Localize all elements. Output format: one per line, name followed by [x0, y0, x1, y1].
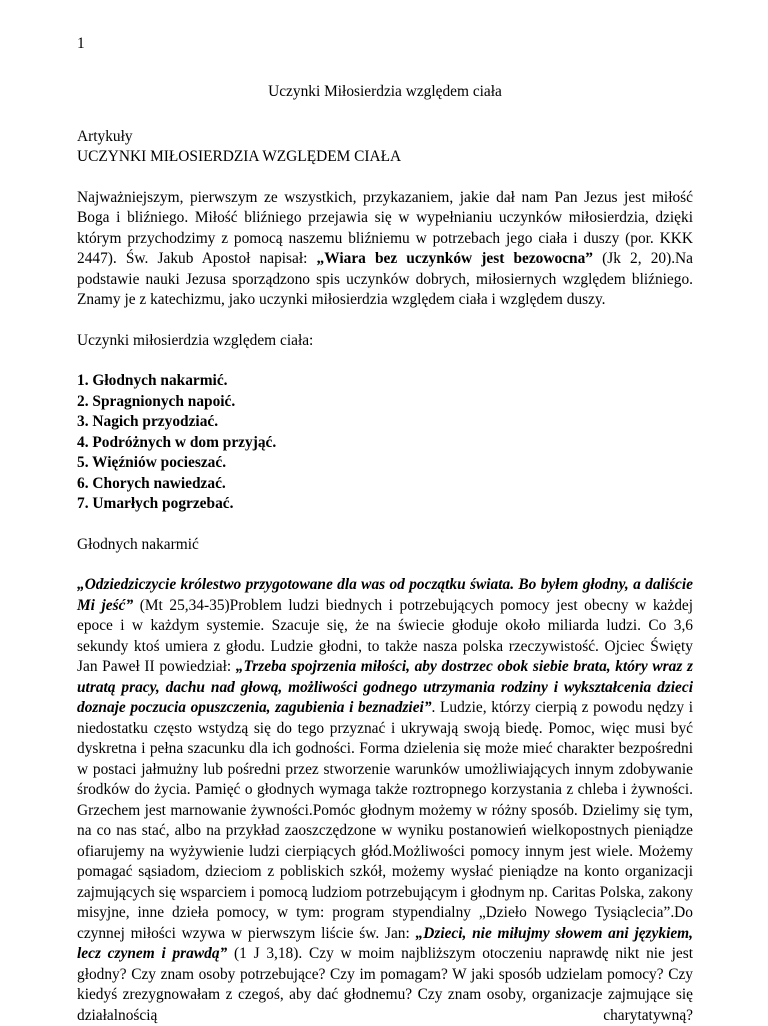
quote-john-paul: „Trzeba spojrzenia miłości, aby dostrzec obok siebie brata, który wraz z utratą pracy, dachu nad głową, możliwości godnego utrzymania rodziny i wykształcenia dzieci doznaje poczucia opuszczenia, zagubienia i beznadziei” [77, 658, 693, 716]
page-content [77, 34, 693, 1026]
list-item: 2. Spragnionych napoić. [77, 392, 236, 410]
section-heading: UCZYNKI MIŁOSIERDZIA WZGLĘDEM CIAŁA [77, 148, 402, 165]
quote-john: „Dzieci, nie miłujmy słowem ani językiem, lecz czynem i prawdą” [77, 924, 693, 962]
list-item: 3. Nagich przyodziać. [77, 413, 219, 430]
list-item: 6. Chorych nawiedzać. [77, 474, 226, 492]
body-text-3: (1 J 3,18). Czy w moim najbliższym otoczeniu naprawdę nikt nie jest głodny? Czy znam osoby potrzebujące? Czy im pomagam? W jaki sposób udzielam pomocy? Czy kiedyś zrezygnowałam z czegoś, aby dać głodnemu? Czy znam osoby, organizacje zajmujące się działalnością charytatywną? [77, 945, 693, 1024]
list-item: 7. Umarłych pogrzebać. [77, 495, 234, 512]
document-title: Uczynki Miłosierdzia względem ciała [268, 83, 502, 100]
quote-matthew: „Odziedziczycie królestwo przygotowane dla was od początku świata. Bo byłem głodny, a daliście Mi jeść” [77, 576, 693, 614]
intro-text-2: (Jk 2, 20).Na podstawie nauki Jezusa sporządzono spis uczynków dobrych, miłosiernych względem bliźniego. Znamy je z katechizmu, jako uczynki miłosierdzia względem ciała i względem duszy. [77, 250, 694, 308]
list-item: 1. Głodnych nakarmić. [77, 372, 228, 389]
intro-quote: „Wiara bez uczynków jest bezowocna” [316, 250, 593, 267]
body-text-1: (Mt 25,34-35)Problem ludzi biednych i potrzebujących pomocy jest obecny w każdej epoce i w każdym systemie. Szacuje się, że na świecie głoduje około miliarda ludzi. Co 3,6 sekundy ktoś umiera z głodu. Ludzie głodni, to także nasza polska rzeczywistość. Ojciec Święty Jan Paweł II powiedział: [77, 596, 693, 675]
intro-paragraph [77, 188, 693, 311]
body-text-2: . Ludzie, którzy cierpią z powodu nędzy i niedostatku często wstydzą się do tego przyznać i ukrywają swoją biedę. Pomoc, więc musi być dyskretna i pełna szacunku dla ich godności. Forma dzielenia się może mieć charakter bezpośredni w postaci jałmużny lub pośredni przez stworzenie warunków umożliwiających innym zdobywanie środków do życia. Pamięć o głodnych wymaga także roztropnego korzystania z chleba i żywności. Grzechem jest marnowanie żywności.Pomóc głodnym możemy w różny sposób. Dzielimy się tym, na co nas stać, albo na przykład zaoszczędzone w wyniku postanowień wielkopostnych pieniądze ofiarujemy na wyżywienie ludzi cierpiących głód.Możliwości pomocy innym jest wiele. Możemy pomagać sąsiadom, dzieciom z pobliskich szkół, możemy wysłać pieniądze na konto organizacji zajmujących się wsparciem i pomocą ludziom potrzebującym i głodnym np. Caritas Polska, zakony misyjne, inne dzieła pomocy, w tym: program stypendialny „Dzieło Nowego Tysiąclecia”.Do czynnej miłości wzywa w pierwszym liście św. Jan: [77, 699, 693, 942]
list-item: 5. Więźniów pocieszać. [77, 454, 227, 471]
intro-text-1: Najważniejszym, pierwszym ze wszystkich, przykazaniem, jakie dał nam Pan Jezus jest miłość Boga i bliźniego. Miłość bliźniego przejawia się w wypełnianiu uczynków miłosierdzia, dzięki którym przychodzimy z pomocą naszemu bliźniemu w potrzebach jego ciała i duszy (por. KKK 2447). Św. Jakub Apostoł napisał: [77, 188, 693, 267]
list-intro: Uczynki miłosierdzia względem ciała: [77, 331, 314, 349]
list-item: 4. Podróżnych w dom przyjąć. [77, 433, 277, 451]
works-list [77, 371, 693, 515]
subheading: Głodnych nakarmić [77, 535, 199, 553]
page-number: 1 [77, 35, 85, 52]
section-label: Artykuły [77, 127, 133, 145]
body-paragraph [77, 575, 693, 1026]
